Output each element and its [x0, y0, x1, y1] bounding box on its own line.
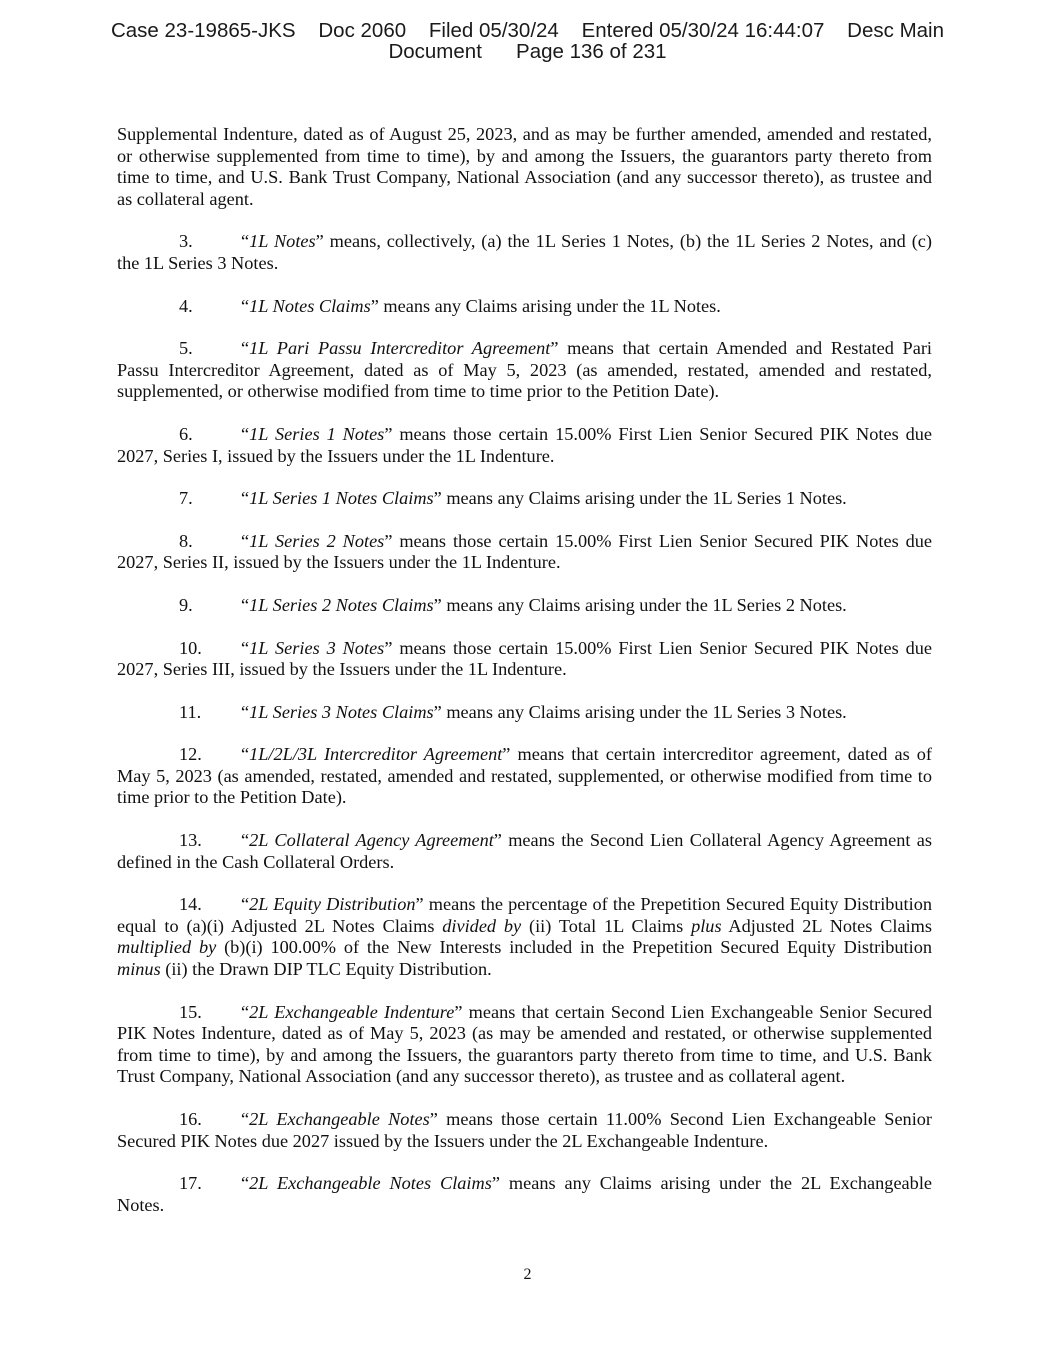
definition-number: 14.	[179, 894, 202, 915]
definition-number: 11.	[179, 701, 202, 722]
emphasis: multiplied by	[117, 937, 217, 958]
emphasis: plus	[691, 915, 722, 936]
definition-text: Adjusted 2L Notes Claims	[721, 915, 932, 936]
definition-text: (ii) the Drawn DIP TLC Equity Distribution.	[160, 959, 492, 980]
definition-17: 17. “2L Exchangeable Notes Claims” means any Claims arising under the 2L Exchangeable Notes.	[117, 1173, 933, 1215]
defined-term: 1L Series 2 Notes	[249, 530, 385, 551]
definition-text: (b)(i) 100.00% of the New Interests included in the Prepetition Secured Equity Distribution	[216, 937, 932, 958]
definition-3: 3. “1L Notes” means, collectively, (a) the 1L Series 1 Notes, (b) the 1L Series 2 Notes, and (c) the 1L Series 3 Notes.	[117, 231, 932, 273]
document-body	[117, 124, 932, 1237]
document-page-line: Document Page 136 of 231	[388, 40, 667, 63]
definition-number: 3.	[179, 231, 193, 252]
definition-text: ” means any Claims arising under the 1L Notes.	[370, 295, 721, 316]
defined-term: 2L Exchangeable Notes	[249, 1109, 430, 1129]
definition-number: 15.	[179, 1001, 202, 1022]
definition-10: 10. “1L Series 3 Notes” means those certain 15.00% First Lien Senior Secured PIK Notes due 2027, Series III, issued by the Issuers under the 1L Indenture.	[117, 637, 932, 680]
definition-5: 5. “1L Pari Passu Intercreditor Agreement” means that certain Amended and Restated Pari Passu Intercreditor Agreement, dated as of May 5, 2023 (as amended, restated, amended and restated, supplemented, or otherwise modified from time to time prior to the Petition Date).	[117, 338, 932, 402]
definition-text: ” means that certain intercreditor agreement, dated as of May 5, 2023 (as amended, restated, amended and restated, supplemented, or otherwise modified from time to time prior to the Petition Date).	[117, 744, 932, 808]
definition-text: ” means that certain Second Lien Exchangeable Senior Secured PIK Notes Indenture, dated as of May 5, 2023 (as may be amended and restated, or otherwise supplemented from time to time), by and among the Issuers, the guarantors party thereto from time to time, and U.S. Bank Trust Company, National Association (and any successor thereto), as trustee and as collateral agent.	[117, 1001, 933, 1087]
definition-text: ” means any Claims arising under the 1L Series 2 Notes.	[433, 594, 847, 615]
definition-number: 12.	[179, 744, 202, 765]
definition-14: 14. “2L Equity Distribution” means the percentage of the Prepetition Secured Equity Distribution equal to (a)(i) Adjusted 2L Notes Claims divided by (ii) Total 1L Claims plus Adjusted 2L Notes Claims multiplied by (b)(i) 100.00% of the New Interests included in the Prepetition Secured Equity Distribution minus (ii) the Drawn DIP TLC Equity Distribution.	[117, 894, 932, 980]
definition-9: 9. “1L Series 2 Notes Claims” means any Claims arising under the 1L Series 2 Notes.	[117, 595, 932, 617]
defined-term: 1L Notes Claims	[249, 295, 371, 316]
definition-number: 4.	[179, 295, 193, 316]
definition-7: 7. “1L Series 1 Notes Claims” means any Claims arising under the 1L Series 1 Notes.	[117, 488, 932, 510]
definition-8: 8. “1L Series 2 Notes” means those certain 15.00% First Lien Senior Secured PIK Notes due 2027, Series II, issued by the Issuers under the 1L Indenture.	[117, 530, 932, 573]
definition-13: 13. “2L Collateral Agency Agreement” means the Second Lien Collateral Agency Agreement as defined in the Cash Collateral Orders.	[117, 830, 932, 872]
intro-paragraph: Supplemental Indenture, dated as of August 25, 2023, and as may be further amended, amended and restated, or otherwise supplemented from time to time), by and among the Issuers, the guarantors party thereto from time to time, and U.S. Bank Trust Company, National Association (and any successor thereto), as trustee and as collateral agent.	[117, 124, 932, 209]
definition-number: 10.	[179, 637, 202, 658]
definition-number: 17.	[179, 1173, 202, 1194]
defined-term: 2L Exchangeable Notes Claims	[249, 1173, 492, 1194]
page-number: 2	[523, 1266, 532, 1283]
definition-text: ” means that certain Amended and Restated Pari Passu Intercreditor Agreement, dated as of May 5, 2023 (as amended, restated, amended and restated, supplemented, or otherwise modified from time to time prior to the Petition Date).	[117, 338, 932, 402]
defined-term: 1L Series 3 Notes	[249, 637, 385, 658]
case-filing-line: Case 23-19865-JKS Doc 2060 Filed 05/30/24 Entered 05/30/24 16:44:07 Desc Main	[110, 19, 945, 42]
definition-15: 15. “2L Exchangeable Indenture” means that certain Second Lien Exchangeable Senior Secured PIK Notes Indenture, dated as of May 5, 2023 (as may be amended and restated, or otherwise supplemented from time to time), by and among the Issuers, the guarantors party thereto from time to time, and U.S. Bank Trust Company, National Association (and any successor thereto), as trustee and as collateral agent.	[117, 1001, 933, 1087]
definition-number: 8.	[179, 530, 193, 551]
defined-term: 2L Equity Distribution	[249, 894, 416, 915]
definition-text: ” means those certain 11.00% Second Lien Exchangeable Senior Secured PIK Notes due 2027 issued by the Issuers under the 2L Exchangeable Indenture.	[117, 1109, 932, 1151]
definition-text: (ii) Total 1L Claims	[521, 915, 692, 936]
emphasis: divided by	[442, 915, 522, 936]
defined-term: 1L Series 3 Notes Claims	[249, 701, 434, 722]
definition-number: 6.	[179, 423, 193, 444]
definition-text: ” means any Claims arising under the 2L Exchangeable Notes.	[117, 1173, 933, 1215]
definition-number: 9.	[179, 594, 193, 615]
definition-text: ” means those certain 15.00% First Lien Senior Secured PIK Notes due 2027, Series I, issued by the Issuers under the 1L Indenture.	[117, 423, 932, 466]
defined-term: 2L Collateral Agency Agreement	[249, 830, 494, 851]
definition-6: 6. “1L Series 1 Notes” means those certain 15.00% First Lien Senior Secured PIK Notes due 2027, Series I, issued by the Issuers under the 1L Indenture.	[117, 423, 932, 466]
definition-text: ” means any Claims arising under the 1L Series 3 Notes.	[433, 701, 847, 722]
document-header	[0, 20, 1055, 62]
definition-11: 11. “1L Series 3 Notes Claims” means any Claims arising under the 1L Series 3 Notes.	[117, 702, 932, 724]
definition-number: 16.	[179, 1109, 202, 1129]
definition-number: 7.	[179, 488, 193, 509]
definition-number: 13.	[179, 830, 202, 851]
emphasis: minus	[117, 959, 161, 980]
defined-term: 1L/2L/3L Intercreditor Agreement	[249, 744, 503, 765]
defined-term: 2L Exchangeable Indenture	[249, 1001, 455, 1022]
definition-text: ” means the percentage of the Prepetition Secured Equity Distribution equal to (a)(i) Adjusted 2L Notes Claims	[117, 894, 932, 936]
defined-term: 1L Series 2 Notes Claims	[249, 594, 434, 615]
defined-term: 1L Notes	[249, 231, 316, 252]
defined-term: 1L Series 1 Notes Claims	[249, 488, 434, 509]
definition-16: 16. “2L Exchangeable Notes” means those certain 11.00% Second Lien Exchangeable Senior Secured PIK Notes due 2027 issued by the Issuers under the 2L Exchangeable Indenture.	[117, 1109, 932, 1151]
definition-text: ” means those certain 15.00% First Lien Senior Secured PIK Notes due 2027, Series II, issued by the Issuers under the 1L Indenture.	[117, 530, 932, 573]
definition-text: ” means, collectively, (a) the 1L Series 1 Notes, (b) the 1L Series 2 Notes, and (c) the 1L Series 3 Notes.	[117, 231, 932, 273]
definition-text: ” means the Second Lien Collateral Agency Agreement as defined in the Cash Collateral Orders.	[117, 830, 932, 872]
definition-12: 12. “1L/2L/3L Intercreditor Agreement” means that certain intercreditor agreement, dated as of May 5, 2023 (as amended, restated, amended and restated, supplemented, or otherwise modified from time to time prior to the Petition Date).	[117, 744, 932, 808]
definition-text: ” means those certain 15.00% First Lien Senior Secured PIK Notes due 2027, Series III, issued by the Issuers under the 1L Indenture.	[117, 637, 932, 680]
definition-text: ” means any Claims arising under the 1L Series 1 Notes.	[433, 488, 847, 509]
defined-term: 1L Series 1 Notes	[249, 423, 385, 444]
defined-term: 1L Pari Passu Intercreditor Agreement	[249, 338, 551, 359]
definition-4: 4. “1L Notes Claims” means any Claims arising under the 1L Notes.	[117, 296, 932, 318]
definition-number: 5.	[179, 338, 193, 359]
